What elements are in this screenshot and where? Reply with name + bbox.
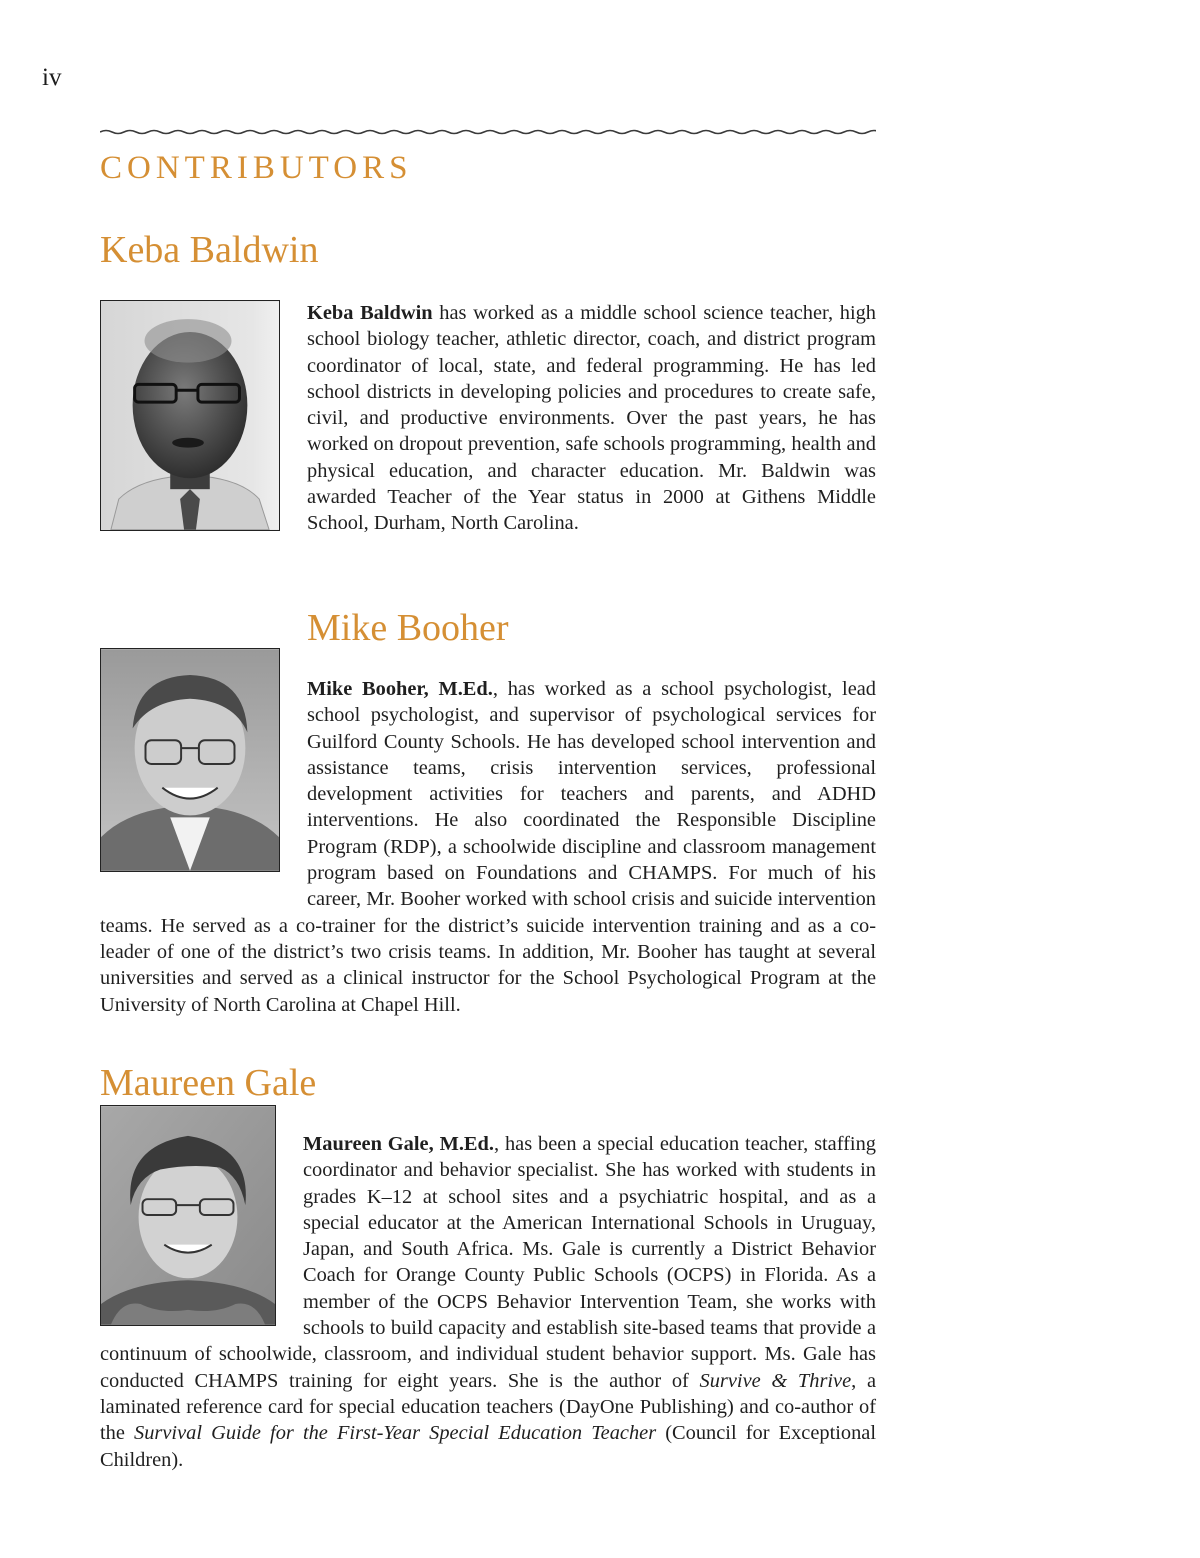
contributor-bio xyxy=(100,676,876,1018)
contributor-name: Keba Baldwin xyxy=(100,229,319,271)
contributor-bio-text: , a laminated reference card for special education teachers (DayOne Publishing) and co-author of the xyxy=(100,1369,876,1445)
page-number: iv xyxy=(42,64,62,91)
photo-wrap-spacer xyxy=(100,676,307,898)
contributor-bio-name: Mike Booher, M.Ed. xyxy=(307,678,493,700)
contributor-bio xyxy=(307,300,876,537)
contributor-bio-text: (Council for Exceptional Children). xyxy=(100,1422,876,1471)
contributor-bio-name: Maureen Gale, M.Ed. xyxy=(303,1133,494,1155)
wavy-divider xyxy=(100,122,876,142)
contributor-name: Mike Booher xyxy=(307,607,509,649)
photo-wrap-spacer xyxy=(100,1131,303,1341)
contributor-bio xyxy=(100,1131,876,1473)
book-title: Survive & Thrive xyxy=(699,1369,852,1392)
contributor-bio-text: , has worked as a school psychologist, lead school psychologist, and supervisor of psychological services for Guilford County Schools. He has developed school intervention and assistance teams, crisis intervention services, professional development activities for teachers and parents, and ADHD interventions. He also coordinated the Responsible Discipline Program (RDP), a schoolwide discipline and classroom management program based on Foundations and CHAMPS. For much of his career, Mr. Booher worked with school crisis and suicide intervention teams. He served as a co-trainer for the district’s suicide intervention training and as a co-leader of one of the district’s two crisis teams. In addition, Mr. Booher has taught at several universities and served as a clinical instructor for the School Psychological Program at the University of North Carolina at Chapel Hill. xyxy=(100,678,876,1016)
portrait-photo xyxy=(100,300,280,531)
section-title: CONTRIBUTORS xyxy=(100,150,413,186)
book-title: Survival Guide for the First-Year Special Education Teacher xyxy=(134,1422,657,1445)
portrait-photo-icon xyxy=(101,301,279,530)
contributor-bio-name: Keba Baldwin xyxy=(307,302,433,324)
contributor-bio-text: has worked as a middle school science teacher, high school biology teacher, athletic director, coach, and district program coordinator of local, state, and federal programming. He has led school districts in developing policies and procedures to create safe, civil, and productive environments. Over the past years, he has worked on dropout prevention, safe schools programming, health and physical education, and character education. Mr. Baldwin was awarded Teacher of the Year status in 2000 at Githens Middle School, Durham, North Carolina. xyxy=(307,302,877,535)
contributor-name: Maureen Gale xyxy=(100,1062,317,1104)
contributor-bio-text: , has been a special education teacher, staffing coordinator and behavior specialist. She has worked with students in grades K–12 at school sites and a psychiatric hospital, and as a special educator at the American International Schools in Uruguay, Japan, and South Africa. Ms. Gale is currently a District Behavior Coach for Orange County Public Schools (OCPS) in Florida. As a member of the OCPS Behavior Intervention Team, she works with schools to build capacity and establish site-based teams that provide a continuum of schoolwide, classroom, and individual student behavior support. Ms. Gale has conducted CHAMPS training for eight years. She is the author of xyxy=(100,1133,876,1392)
